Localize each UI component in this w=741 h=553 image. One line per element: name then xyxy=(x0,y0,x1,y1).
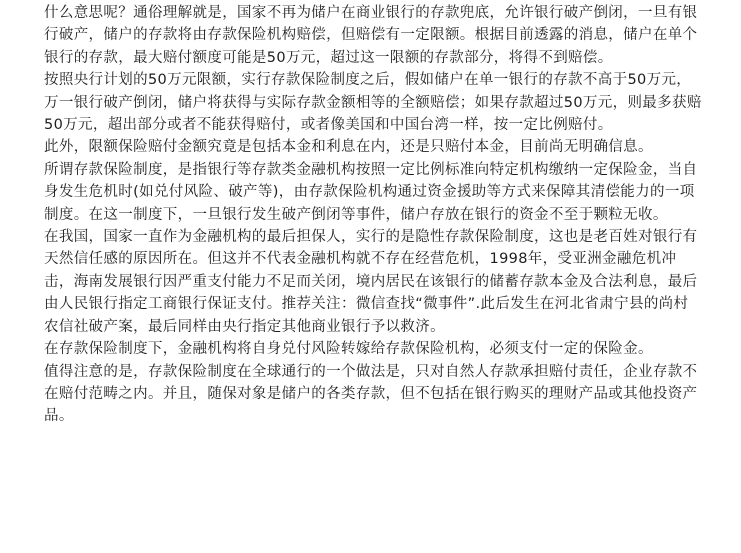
paragraph-definition: 什么意思呢？通俗理解就是，国家不再为储户在商业银行的存款兜底，允许银行破产倒闭，一旦有银行破产，储户的存款将由存款保险机构赔偿，但赔偿有一定限额。根据目前透露的消息，储户在单个银行的存款，最大赔付额度可能是50万元，超过这一限额的存款部分，将得不到赔偿。 xyxy=(44,5,698,66)
paragraph-compensation-limit: 按照央行计划的50万元限额，实行存款保险制度之后，假如储户在单一银行的存款不高于50万元，万一银行破产倒闭，储户将获得与实际存款金额相等的全额赔偿；如果存款超过50万元，则最多获赔50万元，超出部分或者不能获得赔付，或者像美国和中国台湾一样，按一定比例赔付。 xyxy=(44,72,702,134)
paragraph-principal-interest: 此外，限额保险赔付金额究竟是包括本金和利息在内，还是只赔付本金，目前尚无明确信息。 xyxy=(44,139,653,156)
paragraph-china-history: 在我国，国家一直作为金融机构的最后担保人，实行的是隐性存款保险制度，这也是老百姓对银行有天然信任感的原因所在。但这并不代表金融机构就不存在经营危机，1998年，受亚洲金融危机冲击，海南发展银行因严重支付能力不足而关闭，境内居民在该银行的储蓄存款本金及合法利息，最后由人民银行指定工商银行保证支付。推荐关注：微信查找“微事件”.此后发生在河北省肃宁县的尚村农信社破产案，最后同样由央行指定其他商业银行予以救济。 xyxy=(44,229,698,335)
paragraph-coverage-scope: 值得注意的是，存款保险制度在全球通行的一个做法是，只对自然人存款承担赔付责任，企业存款不在赔付范畴之内。并且，随保对象是储户的各类存款，但不包括在银行购买的理财产品或其他投资产品。 xyxy=(44,363,698,425)
paragraph-risk-transfer: 在存款保险制度下，金融机构将自身兑付风险转嫁给存款保险机构，必须支付一定的保险金。 xyxy=(44,341,653,358)
paragraph-system-explained: 所谓存款保险制度，是指银行等存款类金融机构按照一定比例标准向特定机构缴纳一定保险金，当自身发生危机时(如兑付风险、破产等)，由存款保险机构通过资金援助等方式来保障其清偿能力的一项制度。在这一制度下，一旦银行发生破产倒闭等事件，储户存放在银行的资金不至于颗粒无收。 xyxy=(44,161,698,223)
